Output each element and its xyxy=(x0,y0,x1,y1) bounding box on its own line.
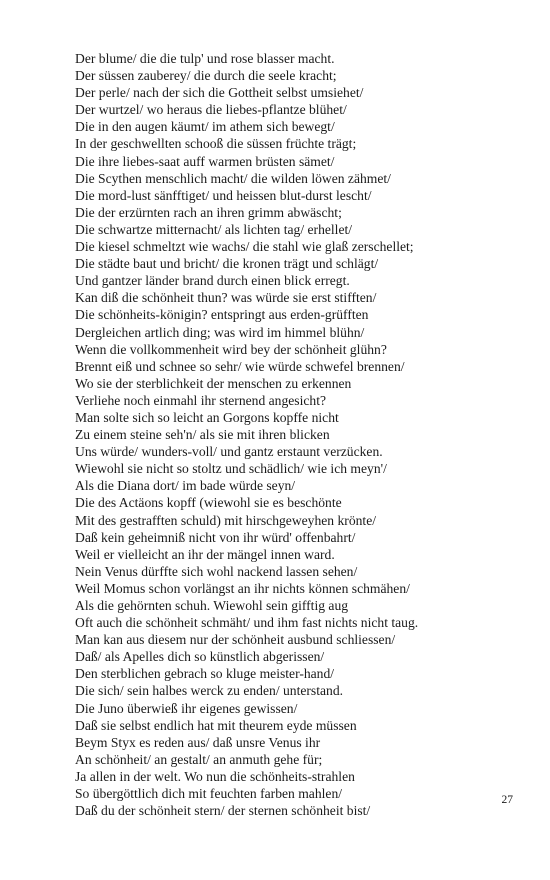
verse-line: Der blume/ die die tulp' und rose blasser macht. xyxy=(75,51,335,66)
verse-line: Nein Venus dürffte sich wohl nackend lassen sehen/ xyxy=(75,563,358,579)
verse-line: Die mord-lust sänfftiget/ und heissen blut-durst lescht/ xyxy=(75,187,372,203)
verse-line: Brennt eiß und schnee so sehr/ wie würde schwefel brennen/ xyxy=(75,358,405,374)
verse-line: Wiewohl sie nicht so stoltz und schädlich/ wie ich meyn'/ xyxy=(75,461,387,477)
verse-line: Die sich/ sein halbes werck zu enden/ unterstand. xyxy=(75,683,344,699)
verse-line: Als die Diana dort/ im bade würde seyn/ xyxy=(75,478,296,494)
verse-line: Die der erzürnten rach an ihren grimm abwäscht; xyxy=(75,204,342,220)
page-number: 27 xyxy=(501,794,513,806)
verse-line: Wenn die vollkommenheit wird bey der schönheit glühn? xyxy=(75,341,387,357)
verse-line: An schönheit/ an gestalt/ an anmuth gehe für; xyxy=(75,751,323,767)
verse-line: Oft auch die schönheit schmäht/ und ihm fast nichts nicht taug. xyxy=(75,615,419,631)
verse-line: Der süssen zauberey/ die durch die seele kracht; xyxy=(75,68,337,84)
verse-line: Die ihre liebes-saat auff warmen brüsten sämet/ xyxy=(75,153,335,169)
verse-line: Daß/ als Apelles dich so künstlich abgerissen/ xyxy=(75,649,325,665)
verse-line: Zu einem steine seh'n/ als sie mit ihren blicken xyxy=(75,427,330,443)
verse-line: Man kan aus diesem nur der schönheit ausbund schliessen/ xyxy=(75,632,396,648)
verse-line: Die des Actäons kopff (wiewohl sie es beschönte xyxy=(75,495,342,511)
verse-line: Man solte sich so leicht an Gorgons kopffe nicht xyxy=(75,409,339,425)
verse-line: Der perle/ nach der sich die Gottheit selbst umsiehet/ xyxy=(75,85,364,101)
verse-line: Die schwartze mitternacht/ als lichten tag/ erhellet/ xyxy=(75,221,353,237)
verse-line: Verliehe noch einmahl ihr sternend angesicht? xyxy=(75,392,327,408)
verse-line: Die Scythen menschlich macht/ die wilden löwen zähmet/ xyxy=(75,170,391,186)
verse-line: Als die gehörnten schuh. Wiewohl sein gifftig aug xyxy=(75,598,349,613)
verse-line: Die kiesel schmeltzt wie wachs/ die stahl wie glaß zerschellet; xyxy=(75,239,414,255)
verse-line: Der wurtzel/ wo heraus die liebes-pflantze blühet/ xyxy=(75,102,347,118)
verse-line: Die schönheits-königin? entspringt aus erden-grüfften xyxy=(75,307,369,323)
verse-line: In der geschwellten schooß die süssen früchte trägt; xyxy=(75,136,357,152)
verse-line: Kan diß die schönheit thun? was würde sie erst stifften/ xyxy=(75,290,377,306)
verse-line: Beym Styx es reden aus/ daß unsre Venus ihr xyxy=(75,734,321,750)
verse-line: So übergöttlich dich mit feuchten farben mahlen/ xyxy=(75,786,343,802)
verse-line: Und gantzer länder brand durch einen blick erregt. xyxy=(75,273,350,289)
verse-line: Uns würde/ wunders-voll/ und gantz erstaunt verzücken. xyxy=(75,444,383,460)
verse-line: Daß sie selbst endlich hat mit theurem eyde müssen xyxy=(75,717,357,733)
poem-text-block xyxy=(75,50,525,819)
verse-line: Die städte baut und bricht/ die kronen trägt und schlägt/ xyxy=(75,256,379,272)
verse-line: Wo sie der sterblichkeit der menschen zu erkennen xyxy=(75,375,352,391)
verse-line: Weil er vielleicht an ihr der mängel innen ward. xyxy=(75,546,335,562)
verse-line: Dergleichen artlich ding; was wird im himmel blühn/ xyxy=(75,324,365,340)
verse-line: Den sterblichen gebrach so kluge meister-hand/ xyxy=(75,666,335,682)
verse-line: Die Juno überwieß ihr eigenes gewissen/ xyxy=(75,700,298,716)
verse-line: Weil Momus schon vorlängst an ihr nichts können schmähen/ xyxy=(75,580,410,596)
verse-line: Die in den augen käumt/ im athem sich bewegt/ xyxy=(75,119,335,135)
verse-line: Ja allen in der welt. Wo nun die schönheits-strahlen xyxy=(75,768,355,784)
verse-line: Mit des gestrafften schuld) mit hirschgeweyhen krönte/ xyxy=(75,512,377,528)
verse-line: Daß kein geheimniß nicht von ihr würd' offenbahrt/ xyxy=(75,529,356,545)
verse-line: Daß du der schönheit stern/ der sternen schönheit bist/ xyxy=(75,803,371,819)
